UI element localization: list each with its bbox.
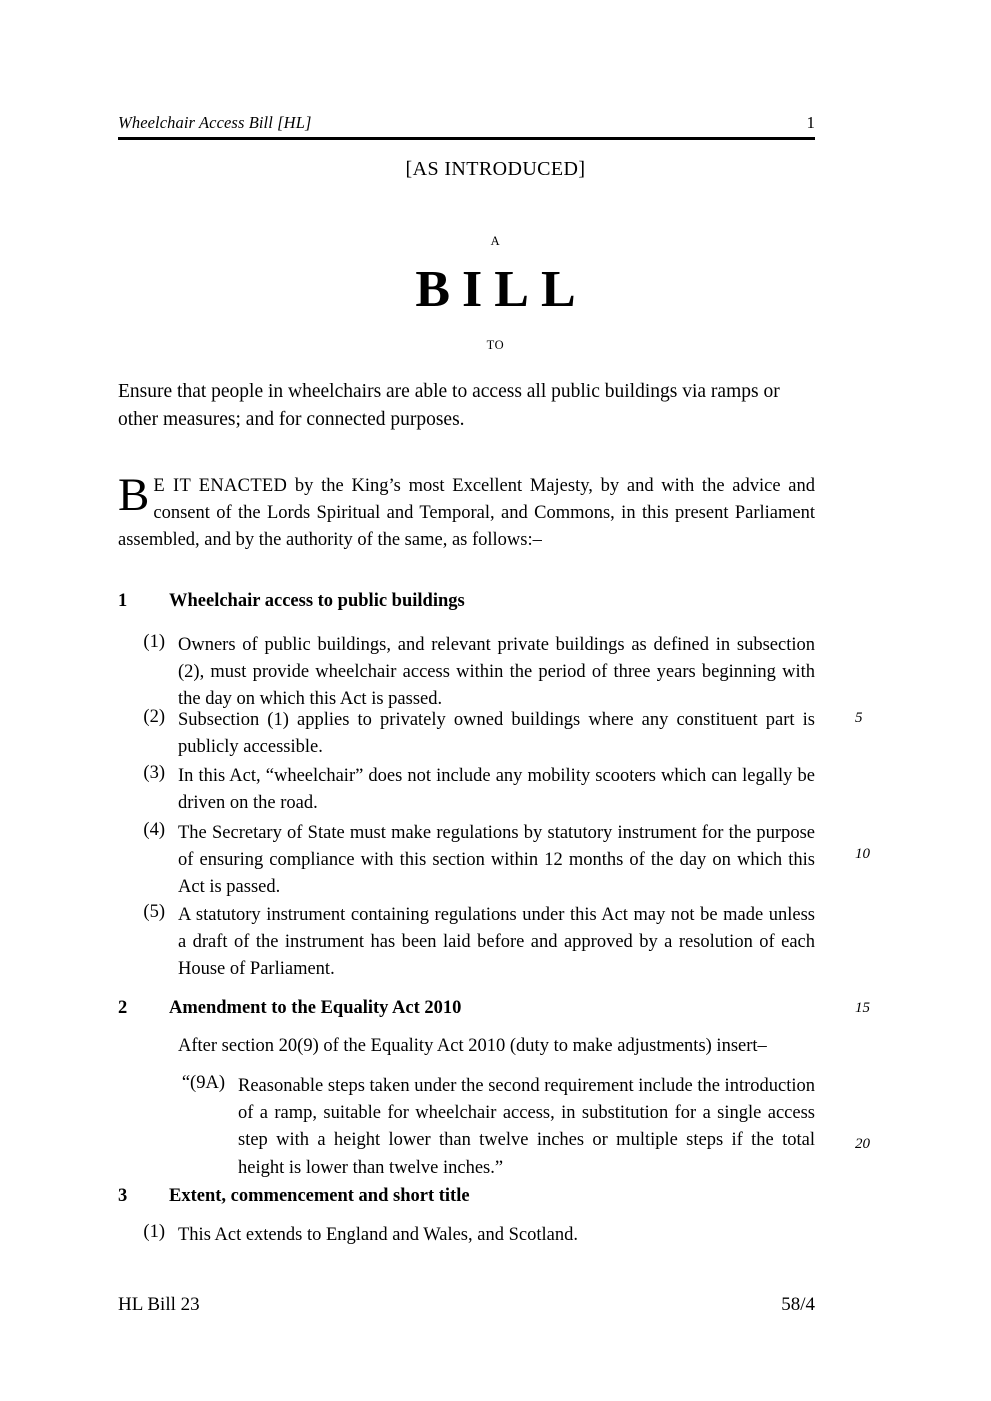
line-number: 20 bbox=[855, 1136, 870, 1152]
subsection-marker: (4) bbox=[143, 820, 165, 840]
line-number: 5 bbox=[855, 710, 863, 726]
clause-number-3: 3 bbox=[118, 1186, 128, 1206]
article-a: A bbox=[490, 234, 501, 248]
bill-title-word: BILL bbox=[415, 261, 588, 318]
subsection-text: In this Act, “wheelchair” does not include any mobility scooters which can legally be driven on the road. bbox=[178, 766, 815, 814]
bill-number: HL Bill 23 bbox=[118, 1294, 200, 1315]
page-footer bbox=[118, 1294, 815, 1316]
enacting-text: by the King’s most Excellent Majesty, by and with the advice and consent of the Lords Spiritual and Temporal, and Commons, in this present Parliament assembled, and by the authority of the same, as follows:– bbox=[118, 476, 815, 550]
subsection-text: The Secretary of State must make regulations by statutory instrument for the purpose of ensuring compliance with this section within 12 months of the day on which this Act is passed. bbox=[178, 823, 815, 898]
enacting-smallcaps: E IT ENACTED bbox=[153, 476, 288, 496]
inserted-subsection-marker: “(9A) bbox=[181, 1073, 225, 1093]
clause-title-3: Extent, commencement and short title bbox=[169, 1186, 470, 1206]
line-number: 10 bbox=[855, 846, 870, 862]
subsection-text: Owners of public buildings, and relevant private buildings as defined in subsection (2), must provide wheelchair access within the period of three years beginning with the day on which this Act is passed. bbox=[178, 635, 815, 710]
subsection-marker: (1) bbox=[143, 1222, 165, 1242]
subsection-marker: (3) bbox=[143, 763, 165, 783]
article-to: TO bbox=[486, 338, 505, 352]
subsection-text: A statutory instrument containing regulations under this Act may not be made unless a draft of the instrument has been laid before and approved by a resolution of each House of Parliament. bbox=[178, 905, 815, 980]
print-code: 58/4 bbox=[781, 1294, 815, 1315]
clause-title-1: Wheelchair access to public buildings bbox=[169, 591, 465, 611]
inserted-subsection-text: Reasonable steps taken under the second requirement include the introduction of a ramp, suitable for wheelchair access, in substitution for a single access step with a height lower than twelve inches or multiple steps if the total height is lower than twelve inches.” bbox=[238, 1076, 815, 1178]
subsection-text: This Act extends to England and Wales, and Scotland. bbox=[178, 1225, 578, 1245]
subsection-marker: (2) bbox=[143, 707, 165, 727]
as-introduced-label: [AS INTRODUCED] bbox=[405, 158, 586, 180]
subsection-text: Subsection (1) applies to privately owned buildings where any constituent part is publicly accessible. bbox=[178, 710, 815, 758]
page-number: 1 bbox=[806, 113, 815, 132]
clause-number-1: 1 bbox=[118, 591, 128, 611]
clause-title-2: Amendment to the Equality Act 2010 bbox=[169, 998, 462, 1018]
long-title: Ensure that people in wheelchairs are able to access all public buildings via ramps or other measures; and for connected purposes. bbox=[118, 381, 780, 430]
line-number: 15 bbox=[855, 1000, 870, 1016]
enacting-dropcap: B bbox=[118, 469, 150, 521]
amendment-lead-in: After section 20(9) of the Equality Act 2010 (duty to make adjustments) insert– bbox=[178, 1036, 767, 1056]
subsection-marker: (1) bbox=[143, 632, 165, 652]
subsection-marker: (5) bbox=[143, 902, 165, 922]
running-head-title: Wheelchair Access Bill [HL] bbox=[118, 113, 312, 132]
clause-number-2: 2 bbox=[118, 998, 128, 1018]
